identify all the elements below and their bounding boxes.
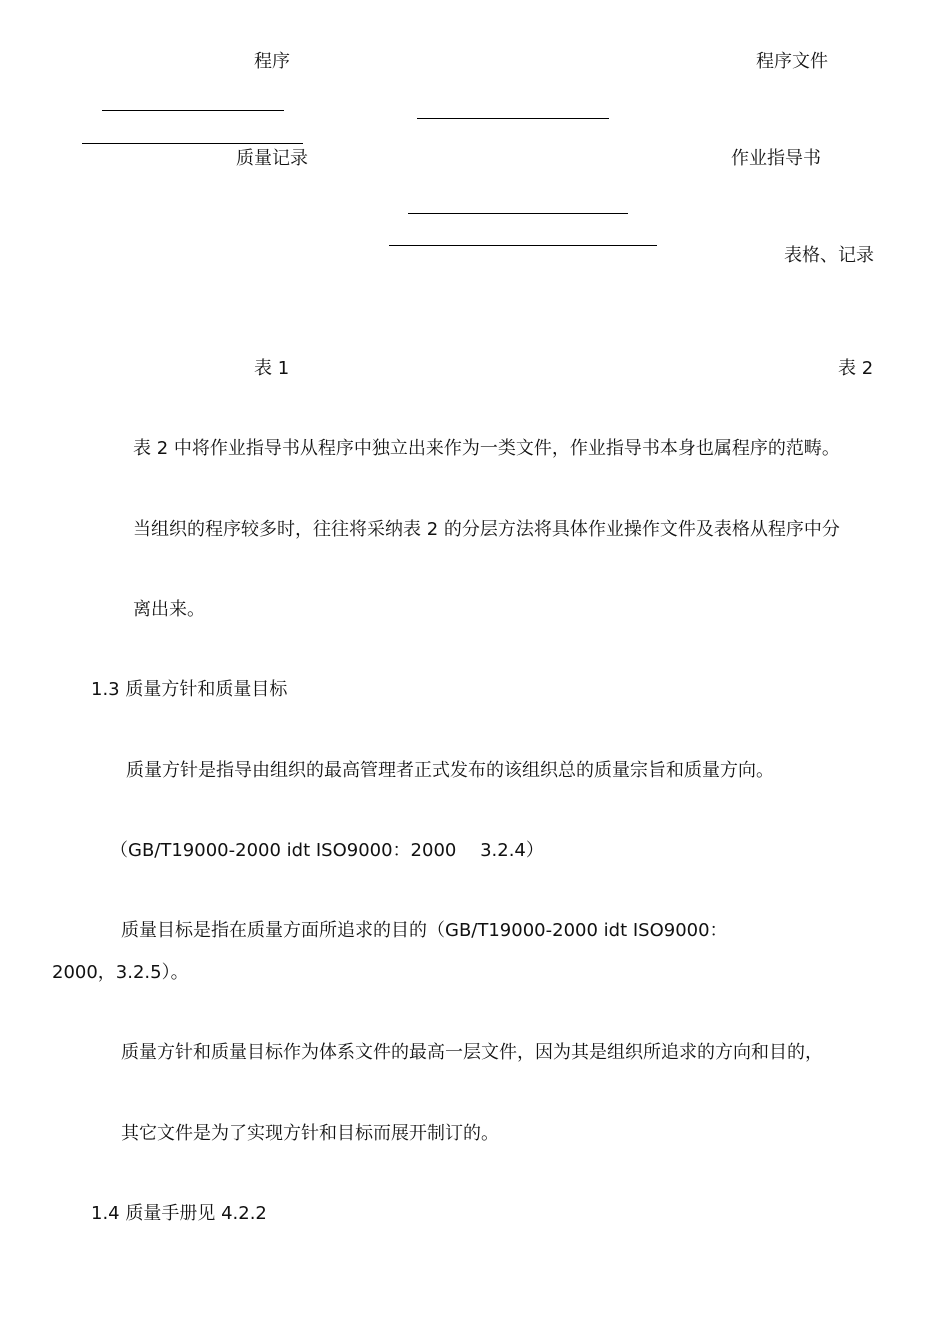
paragraph-line: 表 2 中将作业指导书从程序中独立出来作为一类文件，作业指导书本身也属程序的范畴。: [133, 438, 840, 459]
paragraph-line: 质量方针是指导由组织的最高管理者正式发布的该组织总的质量宗旨和质量方向。: [126, 760, 774, 781]
paragraph-line: 其它文件是为了实现方针和目标而展开制订的。: [121, 1123, 499, 1144]
table1-rule-bottom: [82, 143, 303, 144]
paragraph-line: 当组织的程序较多时，往往将采纳表 2 的分层方法将具体作业操作文件及表格从程序中分: [133, 519, 840, 540]
table2-rule-3: [389, 245, 657, 246]
paragraph-line: 离出来。: [133, 599, 205, 620]
table1-rule-top: [102, 110, 284, 111]
section-heading-1-3: 1.3 质量方针和质量目标: [91, 679, 288, 700]
section-heading-1-4: 1.4 质量手册见 4.2.2: [91, 1203, 267, 1224]
table2-program-files-label: 程序文件: [756, 51, 828, 72]
paragraph-line: 质量目标是指在质量方面所追求的目的（GB/T19000-2000 idt ISO9000：: [121, 920, 728, 941]
table2-rule-1: [417, 118, 609, 119]
table1-program-label: 程序: [254, 51, 290, 72]
table2-work-instructions-label: 作业指导书: [731, 148, 821, 169]
table2-forms-records-label: 表格、记录: [784, 245, 874, 266]
table2-rule-2: [408, 213, 628, 214]
table1-quality-record-label: 质量记录: [236, 148, 308, 169]
paragraph-line: 质量方针和质量目标作为体系文件的最高一层文件，因为其是组织所追求的方向和目的，: [121, 1042, 823, 1063]
paragraph-line: 2000，3.2.5）。: [52, 962, 189, 983]
table2-caption: 表 2: [838, 358, 874, 379]
table1-caption: 表 1: [254, 358, 290, 379]
paragraph-line: （GB/T19000-2000 idt ISO9000：2000 3.2.4）: [110, 840, 544, 861]
